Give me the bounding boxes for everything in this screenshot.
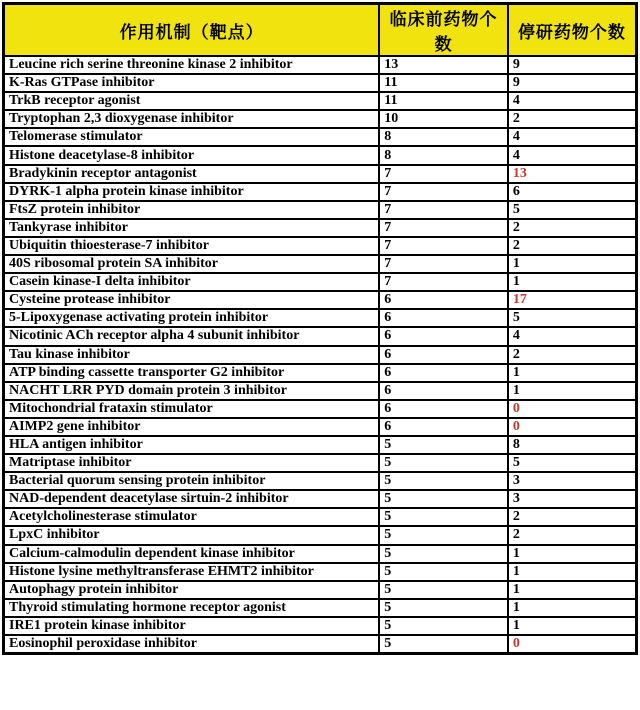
preclinical-count-cell: 8 — [379, 146, 508, 164]
table-body — [4, 56, 637, 653]
col-header-discontinued-drug-count: 停研药物个数 — [508, 4, 637, 57]
table-row — [4, 617, 637, 635]
mechanism-target-cell: K-Ras GTPase inhibitor — [4, 74, 380, 92]
mechanism-target-cell: TrkB receptor agonist — [4, 92, 380, 110]
preclinical-count-cell: 5 — [379, 617, 508, 635]
discontinued-count-cell: 1 — [508, 382, 637, 400]
mechanism-target-cell: Thyroid stimulating hormone receptor agonist — [4, 599, 380, 617]
preclinical-count-cell: 7 — [379, 201, 508, 219]
mechanism-target-cell: Nicotinic ACh receptor alpha 4 subunit inhibitor — [4, 327, 380, 345]
table-row — [4, 436, 637, 454]
mechanism-target-cell: Acetylcholinesterase stimulator — [4, 508, 380, 526]
preclinical-count-cell: 13 — [379, 56, 508, 74]
discontinued-count-cell: 2 — [508, 526, 637, 544]
preclinical-count-cell: 6 — [379, 327, 508, 345]
mechanism-target-cell: FtsZ protein inhibitor — [4, 201, 380, 219]
mechanism-target-cell: AIMP2 gene inhibitor — [4, 418, 380, 436]
preclinical-count-cell: 6 — [379, 418, 508, 436]
preclinical-count-cell: 11 — [379, 74, 508, 92]
table-row — [4, 237, 637, 255]
mechanism-target-cell: 40S ribosomal protein SA inhibitor — [4, 255, 380, 273]
preclinical-count-cell: 5 — [379, 472, 508, 490]
preclinical-count-cell: 6 — [379, 382, 508, 400]
table-row — [4, 346, 637, 364]
table-row — [4, 599, 637, 617]
discontinued-count-cell: 1 — [508, 364, 637, 382]
preclinical-count-cell: 5 — [379, 508, 508, 526]
discontinued-count-cell: 4 — [508, 128, 637, 146]
mechanism-target-cell: Histone lysine methyltransferase EHMT2 inhibitor — [4, 563, 380, 581]
preclinical-count-cell: 7 — [379, 183, 508, 201]
discontinued-count-cell: 9 — [508, 74, 637, 92]
discontinued-count-cell: 2 — [508, 110, 637, 128]
table-row — [4, 472, 637, 490]
table-row — [4, 92, 637, 110]
preclinical-count-cell: 6 — [379, 346, 508, 364]
discontinued-count-cell: 1 — [508, 563, 637, 581]
discontinued-count-cell: 1 — [508, 617, 637, 635]
preclinical-count-cell: 10 — [379, 110, 508, 128]
preclinical-count-cell: 5 — [379, 526, 508, 544]
preclinical-count-cell: 7 — [379, 273, 508, 291]
preclinical-count-cell: 5 — [379, 545, 508, 563]
preclinical-count-cell: 7 — [379, 219, 508, 237]
table-row — [4, 418, 637, 436]
discontinued-count-cell: 3 — [508, 472, 637, 490]
table-row — [4, 400, 637, 418]
mechanism-target-cell: NACHT LRR PYD domain protein 3 inhibitor — [4, 382, 380, 400]
mechanism-target-cell: NAD-dependent deacetylase sirtuin-2 inhibitor — [4, 490, 380, 508]
table-row — [4, 454, 637, 472]
mechanism-target-cell: Mitochondrial frataxin stimulator — [4, 400, 380, 418]
discontinued-count-cell: 1 — [508, 273, 637, 291]
table-row — [4, 291, 637, 309]
discontinued-count-cell: 4 — [508, 327, 637, 345]
table-row — [4, 165, 637, 183]
table-row — [4, 146, 637, 164]
discontinued-count-cell: 2 — [508, 346, 637, 364]
col-header-mechanism-target: 作用机制（靶点） — [4, 4, 380, 57]
table-row — [4, 545, 637, 563]
mechanism-target-cell: DYRK-1 alpha protein kinase inhibitor — [4, 183, 380, 201]
mechanism-target-cell: Bradykinin receptor antagonist — [4, 165, 380, 183]
table-row — [4, 201, 637, 219]
preclinical-count-cell: 8 — [379, 128, 508, 146]
table-row — [4, 273, 637, 291]
preclinical-count-cell: 7 — [379, 255, 508, 273]
discontinued-count-cell: 9 — [508, 56, 637, 74]
table-row — [4, 635, 637, 653]
table-row — [4, 74, 637, 92]
mechanism-target-cell: Leucine rich serine threonine kinase 2 inhibitor — [4, 56, 380, 74]
discontinued-count-cell: 2 — [508, 219, 637, 237]
mechanism-target-cell: ATP binding cassette transporter G2 inhibitor — [4, 364, 380, 382]
table-row — [4, 255, 637, 273]
mechanism-target-cell: Eosinophil peroxidase inhibitor — [4, 635, 380, 653]
mechanism-target-cell: LpxC inhibitor — [4, 526, 380, 544]
preclinical-count-cell: 5 — [379, 581, 508, 599]
discontinued-count-cell: 2 — [508, 237, 637, 255]
mechanism-target-cell: HLA antigen inhibitor — [4, 436, 380, 454]
mechanism-target-cell: 5-Lipoxygenase activating protein inhibitor — [4, 309, 380, 327]
table-row — [4, 327, 637, 345]
table-row — [4, 110, 637, 128]
preclinical-count-cell: 6 — [379, 291, 508, 309]
discontinued-count-cell: 4 — [508, 146, 637, 164]
mechanism-target-cell: Ubiquitin thioesterase-7 inhibitor — [4, 237, 380, 255]
table-row — [4, 128, 637, 146]
preclinical-count-cell: 6 — [379, 309, 508, 327]
discontinued-count-cell: 17 — [508, 291, 637, 309]
preclinical-count-cell: 6 — [379, 400, 508, 418]
mechanism-target-cell: Tryptophan 2,3 dioxygenase inhibitor — [4, 110, 380, 128]
mechanism-target-cell: Cysteine protease inhibitor — [4, 291, 380, 309]
preclinical-count-cell: 5 — [379, 436, 508, 454]
mechanism-target-table — [2, 2, 638, 655]
discontinued-count-cell: 5 — [508, 454, 637, 472]
col-header-preclinical-drug-count: 临床前药物个数 — [379, 4, 508, 57]
header-row — [4, 4, 637, 57]
table-row — [4, 581, 637, 599]
preclinical-count-cell: 6 — [379, 364, 508, 382]
discontinued-count-cell: 5 — [508, 201, 637, 219]
discontinued-count-cell: 1 — [508, 581, 637, 599]
mechanism-target-cell: Casein kinase-I delta inhibitor — [4, 273, 380, 291]
discontinued-count-cell: 13 — [508, 165, 637, 183]
table-row — [4, 183, 637, 201]
discontinued-count-cell: 2 — [508, 508, 637, 526]
mechanism-target-cell: Matriptase inhibitor — [4, 454, 380, 472]
mechanism-target-cell: Tau kinase inhibitor — [4, 346, 380, 364]
table-row — [4, 309, 637, 327]
table-row — [4, 364, 637, 382]
discontinued-count-cell: 1 — [508, 255, 637, 273]
table-row — [4, 382, 637, 400]
preclinical-count-cell: 5 — [379, 490, 508, 508]
discontinued-count-cell: 0 — [508, 418, 637, 436]
preclinical-count-cell: 7 — [379, 165, 508, 183]
table-row — [4, 219, 637, 237]
discontinued-count-cell: 0 — [508, 400, 637, 418]
table-row — [4, 490, 637, 508]
table-row — [4, 56, 637, 74]
preclinical-count-cell: 7 — [379, 237, 508, 255]
mechanism-target-cell: Autophagy protein inhibitor — [4, 581, 380, 599]
discontinued-count-cell: 3 — [508, 490, 637, 508]
preclinical-count-cell: 5 — [379, 563, 508, 581]
mechanism-target-cell: Telomerase stimulator — [4, 128, 380, 146]
mechanism-target-cell: IRE1 protein kinase inhibitor — [4, 617, 380, 635]
mechanism-target-cell: Histone deacetylase-8 inhibitor — [4, 146, 380, 164]
mechanism-target-cell: Bacterial quorum sensing protein inhibitor — [4, 472, 380, 490]
table-row — [4, 563, 637, 581]
preclinical-count-cell: 5 — [379, 635, 508, 653]
mechanism-target-cell: Calcium-calmodulin dependent kinase inhibitor — [4, 545, 380, 563]
discontinued-count-cell: 1 — [508, 545, 637, 563]
discontinued-count-cell: 1 — [508, 599, 637, 617]
discontinued-count-cell: 5 — [508, 309, 637, 327]
preclinical-count-cell: 5 — [379, 454, 508, 472]
discontinued-count-cell: 8 — [508, 436, 637, 454]
table-row — [4, 508, 637, 526]
preclinical-count-cell: 5 — [379, 599, 508, 617]
preclinical-count-cell: 11 — [379, 92, 508, 110]
table-row — [4, 526, 637, 544]
discontinued-count-cell: 0 — [508, 635, 637, 653]
discontinued-count-cell: 6 — [508, 183, 637, 201]
mechanism-target-cell: Tankyrase inhibitor — [4, 219, 380, 237]
discontinued-count-cell: 4 — [508, 92, 637, 110]
